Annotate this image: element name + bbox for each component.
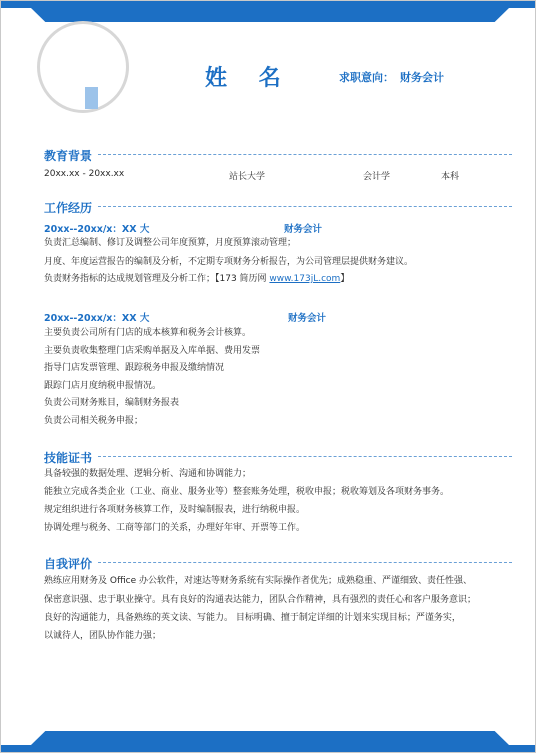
section-title-self-evaluation: 自我评价 xyxy=(44,557,93,571)
photo-marker xyxy=(85,87,98,109)
job-1-line-3-suffix: 】 xyxy=(340,274,350,284)
section-divider-work xyxy=(98,206,512,207)
job-2-line-2: 主要负责收集整理门店采购单据及入库单据、费用发票 xyxy=(44,346,261,356)
job-1-line-1: 负责汇总编制、修订及调整公司年度预算，月度预算滚动管理； xyxy=(44,238,297,248)
job-1-line-3 xyxy=(44,273,349,285)
job-2-period: 20xx--20xx/x：XX 大 xyxy=(44,313,150,324)
job-1-line-3-text: 负责财务指标的达成规划管理及分析工作；【173 简历网 xyxy=(44,274,270,284)
skills-line-4: 协调处理与税务、工商等部门的关系，办理好年审、开票等工作。 xyxy=(44,523,306,533)
job-intent xyxy=(339,69,444,85)
job-intent-value: 财务会计 xyxy=(400,71,444,84)
self-eval-line-1: 熟练应用财务及 Office 办公软件，对速达等财务系统有实际操作者优先；成熟稳重、严谨细致、责任性强、 xyxy=(44,576,472,586)
job-2-position: 财务会计 xyxy=(288,313,327,324)
section-divider-self-evaluation xyxy=(98,562,512,563)
education-period: 20xx.xx - 20xx.xx xyxy=(44,169,125,179)
site-link[interactable]: www.173jL.com xyxy=(269,274,341,284)
skills-line-3: 规定组织进行各项财务核算工作，及时编制报表，进行纳税申报。 xyxy=(44,505,306,515)
photo-placeholder xyxy=(37,21,129,113)
job-2-line-1: 主要负责公司所有门店的成本核算和税务会计核算。 xyxy=(44,328,252,338)
education-major: 会计学 xyxy=(363,172,391,182)
education-school: 站长大学 xyxy=(229,172,266,182)
section-title-education: 教育背景 xyxy=(44,149,93,163)
bottom-accent-band xyxy=(1,745,536,752)
bottom-accent-tab xyxy=(31,731,509,745)
self-eval-line-2: 保密意识强、忠于职业操守。具有良好的沟通表达能力，团队合作精神，具有强烈的责任心和客户服务意识； xyxy=(44,595,477,605)
self-eval-line-3: 良好的沟通能力，具备熟练的英文读、写能力。 目标明确、擅于制定详细的计划来实现目标；严谨务实， xyxy=(44,613,461,623)
job-intent-label: 求职意向： xyxy=(339,71,394,84)
section-title-work: 工作经历 xyxy=(44,201,93,215)
section-title-skills: 技能证书 xyxy=(44,451,93,465)
job-1-position: 财务会计 xyxy=(284,224,323,235)
job-1-period: 20xx--20xx/x：XX 大 xyxy=(44,224,150,235)
skills-line-1: 具备较强的数据处理、逻辑分析、沟通和协调能力； xyxy=(44,469,252,479)
job-2-line-3: 指导门店发票管理、跟踪税务申报及缴纳情况 xyxy=(44,363,225,373)
job-1-line-2: 月度、年度运营报告的编制及分析，不定期专项财务分析报告，为公司管理层提供财务建议。 xyxy=(44,257,414,267)
candidate-name: 姓 名 xyxy=(205,66,293,91)
job-2-line-6: 负责公司相关税务申报； xyxy=(44,416,144,426)
skills-line-2: 能独立完成各类企业（工业、商业、服务业等）整套账务处理，税收申报；税收筹划及各项财务事务。 xyxy=(44,487,450,497)
education-degree: 本科 xyxy=(441,172,460,182)
job-2-line-5: 负责公司财务账目，编制财务报表 xyxy=(44,398,180,408)
top-accent-band xyxy=(1,1,536,8)
section-divider-skills xyxy=(98,456,512,457)
top-accent-tab xyxy=(31,8,509,22)
section-divider-education xyxy=(98,154,512,155)
self-eval-line-4: 以诚待人，团队协作能力强； xyxy=(44,631,162,641)
job-2-line-4: 跟踪门店月度纳税申报情况。 xyxy=(44,381,162,391)
